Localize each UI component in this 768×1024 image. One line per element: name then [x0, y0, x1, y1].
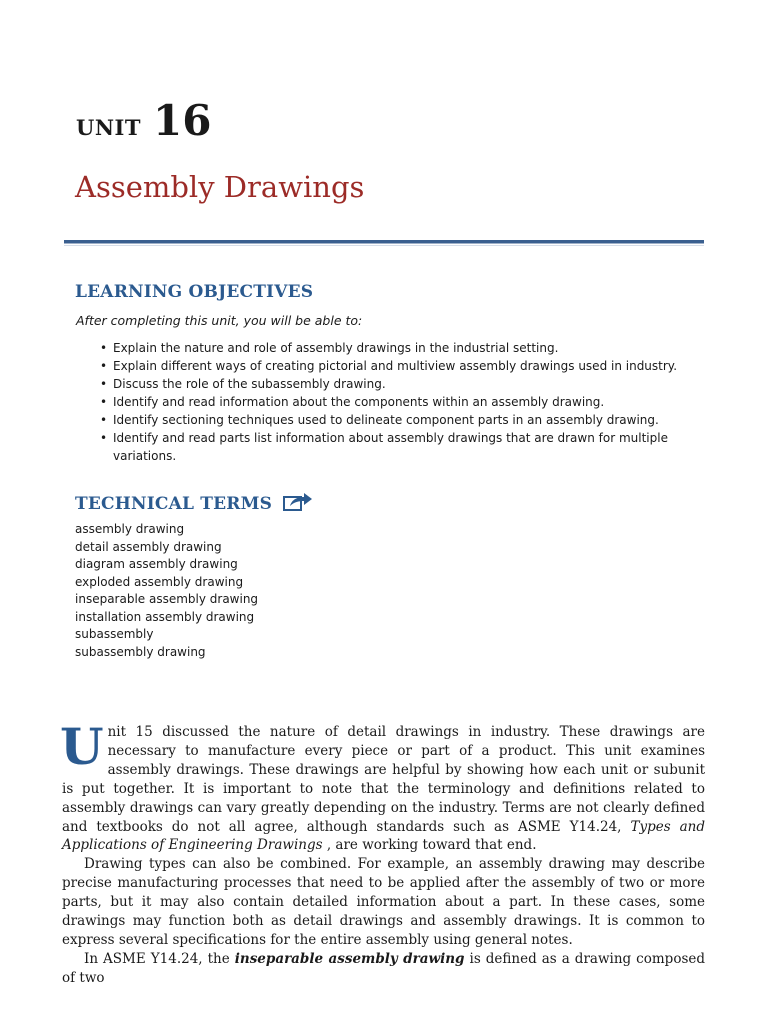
unit-header	[76, 96, 211, 145]
list-item: • Identify and read information about the components within an assembly drawing.	[97, 393, 682, 411]
technical-terms-list	[75, 521, 258, 661]
list-item: exploded assembly drawing	[75, 574, 244, 589]
drop-cap: U	[60, 717, 104, 776]
list-item: inseparable assembly drawing	[75, 592, 259, 606]
share-arrow-icon[interactable]	[282, 490, 314, 517]
list-item: subassembly drawing	[75, 644, 206, 659]
body-text-run: is defined as a drawing composed of two	[62, 950, 706, 986]
body-text-run: In ASME Y14.24, the	[84, 950, 235, 967]
body-text-run: nit 15 discussed the nature of detail drawings in industry. These drawings are necessary to manufacture every piece or part of a product. This unit examines assembly drawings. These drawings are helpful by showing how each unit or subunit is put together. It is important to note that the terminology and definitions related to assembly drawings can vary greatly depending on the industry. Terms are not clearly defined and textbooks do not all agree, although standards such as ASME Y14.24,	[62, 724, 705, 835]
technical-terms-heading	[75, 490, 314, 517]
list-item: • Identify sectioning techniques used to delineate component parts in an assembly drawing.	[97, 411, 682, 429]
list-item: diagram assembly drawing	[75, 557, 238, 571]
learning-objectives-heading: LEARNING OBJECTIVES	[75, 282, 314, 302]
body-paragraph: Drawing types can also be combined. For example, an assembly drawing may describe precise manufacturing processes that need to be applied after the assembly of two or more parts, but it may also contain detailed information about a part. In these cases, some drawings may function both as detail drawings and assembly drawings. It is common to express several specifications for the entire assembly using general notes.	[62, 856, 705, 948]
unit-number: 16	[152, 96, 212, 145]
body-paragraph	[62, 950, 705, 988]
list-item: installation assembly drawing	[75, 609, 255, 624]
list-item: • Explain different ways of creating pictorial and multiview assembly drawings used in industry.	[97, 357, 682, 375]
body-text-run: , are working toward that end.	[322, 837, 537, 854]
list-item: assembly drawing	[75, 522, 185, 536]
objectives-list	[97, 339, 682, 465]
body-text	[60, 717, 706, 988]
list-item: • Discuss the role of the subassembly drawing.	[97, 375, 682, 393]
list-item: • Identify and read parts list information about assembly drawings that are drawn for multiple variations.	[97, 429, 682, 465]
technical-terms-label: TECHNICAL TERMS	[75, 494, 273, 514]
list-item: subassembly	[75, 627, 154, 641]
chapter-title: Assembly Drawings	[75, 170, 365, 204]
body-paragraph	[60, 717, 705, 855]
term-highlight: inseparable assembly drawing	[234, 950, 465, 967]
objectives-intro: After completing this unit, you will be able to:	[76, 313, 363, 328]
list-item: • Explain the nature and role of assembly drawings in the industrial setting.	[97, 339, 682, 357]
standard-title: Types and Applications of Engineering Drawings	[62, 818, 705, 854]
unit-label: UNIT	[76, 115, 141, 140]
title-divider	[64, 240, 704, 244]
list-item: detail assembly drawing	[75, 539, 222, 554]
